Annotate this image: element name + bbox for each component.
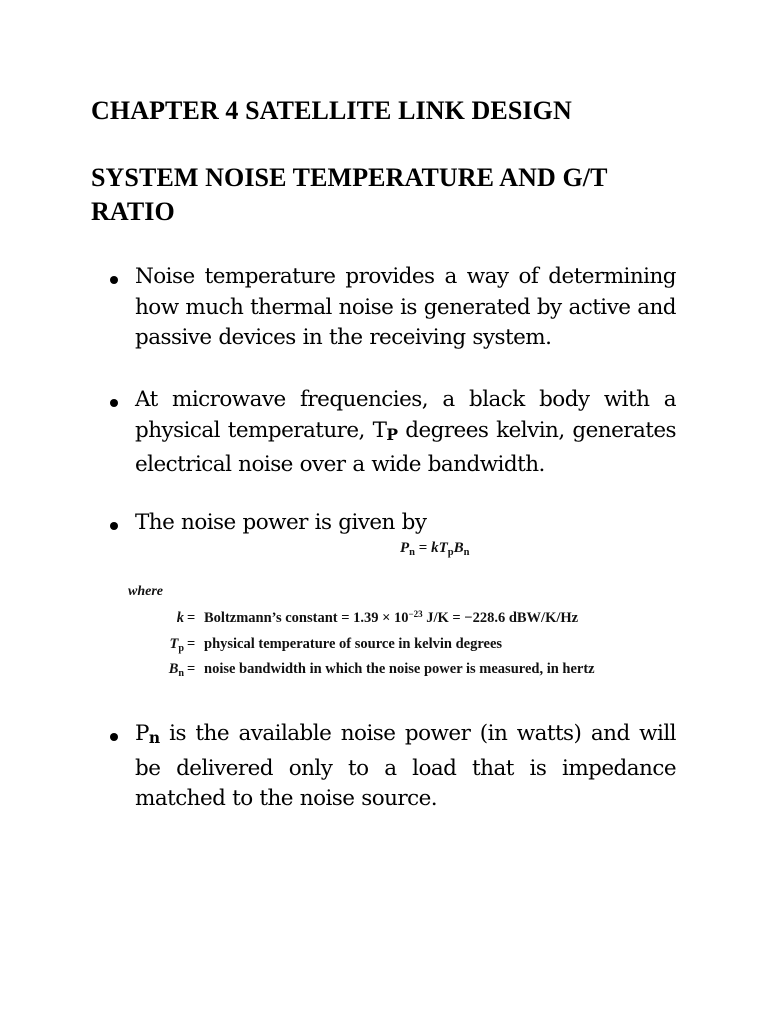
definition-symbol-letter: T [169, 636, 179, 652]
definition-symbol-subscript: p [178, 643, 184, 655]
bullet-black-body [108, 385, 676, 481]
eq-subscript: n [409, 547, 416, 559]
definition-text: physical temperature of source in kelvin degrees [204, 636, 503, 652]
chapter-title: CHAPTER 4 SATELLITE LINK DESIGN [91, 96, 572, 125]
bullet-dot-icon [110, 276, 118, 284]
noise-power-equation [400, 540, 469, 558]
eq-subscript: n [463, 547, 470, 559]
eq-symbol: kT [431, 540, 448, 556]
section-title: SYSTEM NOISE TEMPERATURE AND G/T RATIO [91, 163, 608, 226]
definition-symbol-subscript: n [178, 668, 184, 680]
bullet-available-power [108, 719, 676, 815]
definition-symbol-letter: B [168, 661, 179, 677]
eq-equals: = [415, 540, 432, 556]
definition-symbol [160, 661, 184, 679]
definition-text-part: Boltzmann’s constant = 1.39 × 10 [204, 610, 409, 626]
definition-text [204, 610, 578, 627]
bullet-noise-power [108, 508, 676, 539]
bullet-text-part: degrees kelvin, generates electrical noise over a wide bandwidth. [135, 417, 676, 478]
definition-equals: = [187, 610, 196, 626]
eq-subscript: p [447, 547, 454, 559]
bullet-dot-icon [110, 522, 118, 530]
bullet-text [135, 719, 676, 815]
bullet-text-part: At microwave frequencies, a black body with a physical temperature, T [135, 387, 676, 443]
eq-symbol: P [400, 540, 410, 556]
bullet-dot-icon [110, 399, 118, 407]
definition-exponent: −23 [408, 609, 423, 620]
bullet-text: Noise temperature provides a way of determining how much thermal noise is generated by active and passive devices in the receiving system. [135, 264, 676, 350]
bullet-text-part: P [135, 721, 149, 746]
definition-equals: = [187, 636, 196, 652]
temperature-subscript: P [386, 424, 398, 444]
bullet-text: The noise power is given by [135, 510, 427, 535]
power-subscript: n [148, 728, 160, 748]
bullet-dot-icon [110, 733, 118, 741]
definition-symbol: k [176, 610, 184, 626]
eq-symbol: B [453, 540, 464, 556]
where-label: where [128, 584, 163, 599]
definition-symbol [160, 636, 184, 654]
bullet-text [135, 385, 676, 481]
definition-equals: = [187, 661, 196, 677]
bullet-noise-temperature [108, 262, 676, 354]
bullet-text-part: is the available noise power (in watts) and will be delivered only to a load that is impedance matched to the noise source. [135, 721, 676, 812]
definition-text-part: J/K = −228.6 dBW/K/Hz [422, 610, 579, 626]
definition-text: noise bandwidth in which the noise power is measured, in hertz [204, 661, 595, 677]
